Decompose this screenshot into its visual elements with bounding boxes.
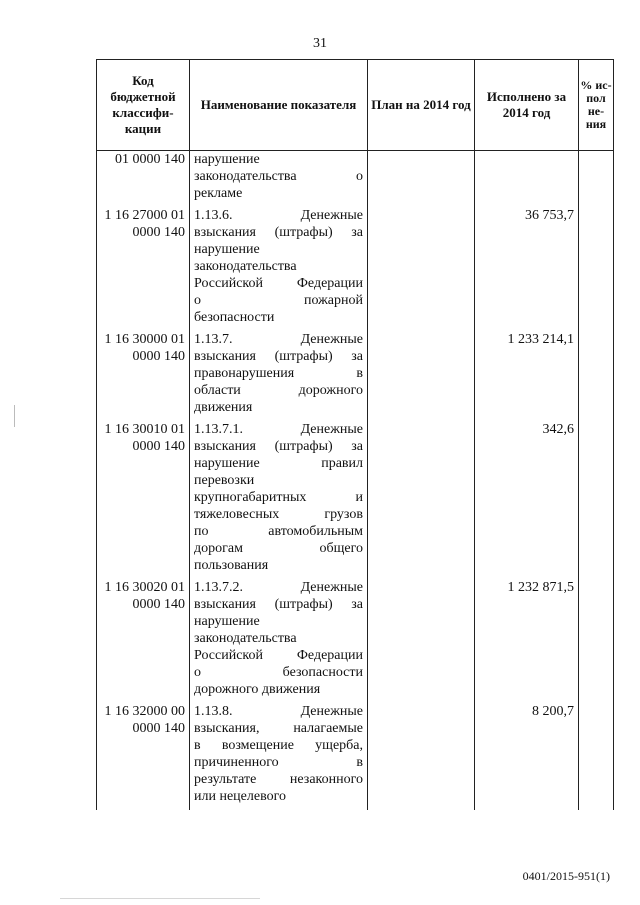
- row-name-line: нарушение: [194, 152, 260, 167]
- row-name-line: причиненного в: [194, 755, 363, 770]
- row-name-line: результате незаконного: [194, 772, 363, 787]
- row-name-line: законодательства о: [194, 169, 363, 184]
- header-name: Наименование показателя: [190, 60, 368, 151]
- row-plan: [368, 421, 475, 579]
- row-name-line: 1.13.7.1. Денежные: [194, 422, 363, 437]
- row-code: 1 16 30010 01 0000 140: [97, 421, 190, 579]
- row-name: [190, 421, 368, 579]
- row-executed: 342,6: [475, 421, 579, 579]
- row-name: [190, 151, 368, 208]
- row-executed: 8 200,7: [475, 703, 579, 810]
- row-name-line: в возмещение ущерба,: [194, 738, 363, 753]
- row-name-line: рекламе: [194, 186, 243, 201]
- row-name-line: 1.13.8. Денежные: [194, 704, 363, 719]
- row-percent: [579, 421, 614, 579]
- row-code: 1 16 30020 01 0000 140: [97, 579, 190, 703]
- row-plan: [368, 151, 475, 208]
- row-name-line: дорожного движения: [194, 682, 321, 697]
- row-name-line: взыскания (штрафы) за: [194, 349, 363, 364]
- row-name-line: дорогам общего: [194, 541, 363, 556]
- row-name-line: взыскания (штрафы) за: [194, 439, 363, 454]
- row-percent: [579, 331, 614, 421]
- row-percent: [579, 207, 614, 331]
- row-plan: [368, 207, 475, 331]
- row-name-line: пользования: [194, 558, 269, 573]
- row-executed: 36 753,7: [475, 207, 579, 331]
- row-name-line: нарушение: [194, 614, 260, 629]
- row-name-line: тяжеловесных грузов: [194, 507, 363, 522]
- row-code: 01 0000 140: [97, 151, 190, 208]
- table-row: [97, 207, 614, 331]
- row-name: [190, 207, 368, 331]
- table-row: [97, 421, 614, 579]
- row-executed: 1 232 871,5: [475, 579, 579, 703]
- scan-artifact: [60, 898, 260, 899]
- table-row: [97, 703, 614, 810]
- document-footer-code: 0401/2015-951(1): [522, 869, 610, 883]
- row-plan: [368, 331, 475, 421]
- row-name-line: 1.13.7.2. Денежные: [194, 580, 363, 595]
- row-name: [190, 579, 368, 703]
- header-code: Код бюджетной классифи-кации: [97, 60, 190, 151]
- row-name-line: Российской Федерации: [194, 276, 363, 291]
- table-row: [97, 331, 614, 421]
- row-name-line: или нецелевого: [194, 789, 286, 804]
- table-row: [97, 579, 614, 703]
- row-percent: [579, 151, 614, 208]
- table-row: [97, 151, 614, 208]
- row-name-line: 1.13.7. Денежные: [194, 332, 363, 347]
- row-name-line: перевозки: [194, 473, 255, 488]
- scan-artifact: [14, 405, 15, 427]
- row-name-line: 1.13.6. Денежные: [194, 208, 363, 223]
- row-name-line: по автомобильным: [194, 524, 363, 539]
- table-header-row: [97, 60, 614, 151]
- row-name-line: нарушение правил: [194, 456, 363, 471]
- row-name-line: взыскания, налагаемые: [194, 721, 363, 736]
- row-plan: [368, 579, 475, 703]
- table-body: [97, 151, 614, 811]
- header-percent: % ис-пол не-ния: [579, 60, 614, 151]
- row-name-line: движения: [194, 400, 253, 415]
- row-code: 1 16 27000 01 0000 140: [97, 207, 190, 331]
- row-percent: [579, 579, 614, 703]
- row-name-line: Российской Федерации: [194, 648, 363, 663]
- row-name: [190, 331, 368, 421]
- row-name-line: правонарушения в: [194, 366, 363, 381]
- row-name-line: о безопасности: [194, 665, 363, 680]
- row-name-line: законодательства: [194, 631, 297, 646]
- row-name-line: о пожарной: [194, 293, 363, 308]
- row-name-line: законодательства: [194, 259, 297, 274]
- row-percent: [579, 703, 614, 810]
- row-plan: [368, 703, 475, 810]
- page-number: 31: [313, 36, 327, 51]
- row-executed: [475, 151, 579, 208]
- row-name-line: крупногабаритных и: [194, 490, 363, 505]
- row-name-line: безопасности: [194, 310, 275, 325]
- row-code: 1 16 30000 01 0000 140: [97, 331, 190, 421]
- budget-report-table: [96, 59, 614, 810]
- row-name: [190, 703, 368, 810]
- row-name-line: области дорожного: [194, 383, 363, 398]
- header-plan: План на 2014 год: [368, 60, 475, 151]
- row-executed: 1 233 214,1: [475, 331, 579, 421]
- row-code: 1 16 32000 00 0000 140: [97, 703, 190, 810]
- row-name-line: взыскания (штрафы) за: [194, 225, 363, 240]
- header-executed: Исполнено за 2014 год: [475, 60, 579, 151]
- row-name-line: взыскания (штрафы) за: [194, 597, 363, 612]
- row-name-line: нарушение: [194, 242, 260, 257]
